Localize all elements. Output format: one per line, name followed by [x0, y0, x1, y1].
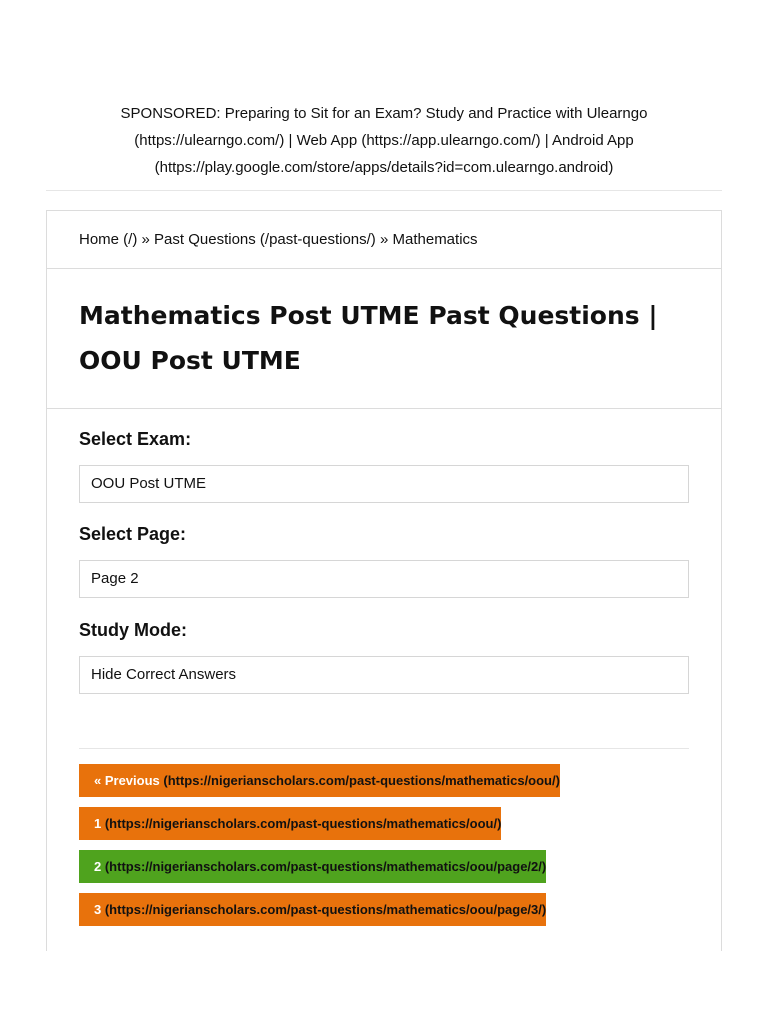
sponsored-line-1[interactable]: SPONSORED: Preparing to Sit for an Exam? Study and Practice with Ulearngo [120, 105, 648, 122]
study-mode-dropdown[interactable]: Hide Correct Answers [79, 656, 689, 694]
sponsored-banner [46, 100, 722, 181]
sponsored-line-3[interactable]: (https://play.google.com/store/apps/details?id=com.ulearngo.android) [154, 159, 614, 176]
breadcrumb-current: Mathematics [392, 231, 478, 248]
breadcrumb-separator: » [375, 231, 393, 248]
breadcrumb-home-link[interactable]: Home (/) [79, 231, 138, 248]
pagination-previous-url: (https://nigerianscholars.com/past-questions/mathematics/oou/) [159, 773, 560, 788]
pagination-page-2-label: 2 [94, 859, 102, 874]
select-exam-dropdown[interactable]: OOU Post UTME [79, 465, 689, 503]
page-title: Mathematics Post UTME Past Questions | OOU Post UTME [79, 301, 658, 375]
breadcrumb [47, 211, 721, 269]
breadcrumb-past-questions-link[interactable]: Past Questions (/past-questions/) [154, 231, 376, 248]
pagination-page-1-button[interactable] [79, 807, 501, 840]
content-card [46, 210, 722, 951]
select-page-dropdown[interactable]: Page 2 [79, 560, 689, 598]
pagination-page-1-label: 1 [94, 816, 102, 831]
sponsored-divider [46, 190, 722, 191]
pagination-page-2-button[interactable] [79, 850, 546, 883]
pagination-page-3-label: 3 [94, 902, 102, 917]
pagination-divider [79, 748, 689, 749]
pagination-page-1-url: (https://nigerianscholars.com/past-questions/mathematics/oou/) [101, 816, 502, 831]
title-section [47, 269, 721, 409]
pagination-page-3-url: (https://nigerianscholars.com/past-questions/mathematics/oou/page/3/) [101, 902, 547, 917]
study-mode-label: Study Mode: [79, 620, 187, 640]
pagination-previous-button[interactable] [79, 764, 560, 797]
pagination-page-2-url: (https://nigerianscholars.com/past-questions/mathematics/oou/page/2/) [101, 859, 547, 874]
pagination-page-3-button[interactable] [79, 893, 546, 926]
breadcrumb-separator: » [137, 231, 155, 248]
pagination-previous-label: « Previous [94, 773, 160, 788]
select-page-label: Select Page: [79, 524, 187, 544]
select-exam-label: Select Exam: [79, 429, 192, 449]
sponsored-line-2[interactable]: (https://ulearngo.com/) | Web App (https://app.ulearngo.com/) | Android App [134, 132, 634, 149]
